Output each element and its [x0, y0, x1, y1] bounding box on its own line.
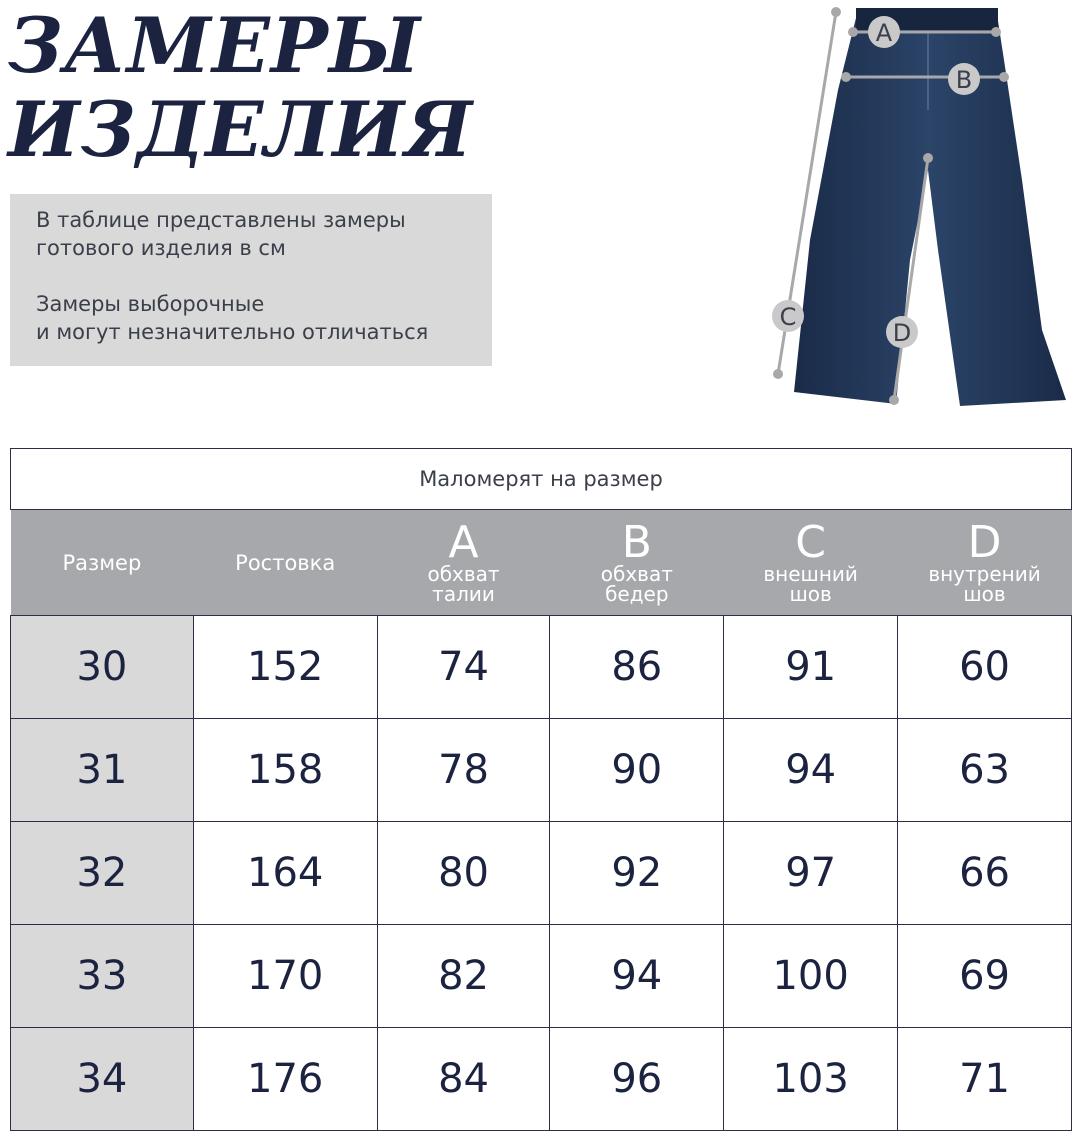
header-a [377, 510, 550, 616]
note-line-2: готового изделия в см [36, 236, 286, 260]
table-row [11, 925, 1072, 1028]
header-height [193, 510, 377, 616]
caption-row [11, 449, 1072, 510]
cell-waist: 82 [377, 925, 550, 1028]
cell-hips: 92 [550, 822, 724, 925]
cell-inseam: 63 [898, 719, 1072, 822]
cell-outseam: 103 [724, 1028, 898, 1131]
marker-a: A [875, 19, 893, 47]
header-size-label: Размер [62, 550, 142, 575]
header-a-label: обхват [427, 561, 500, 586]
note-line-4: и могут незначительно отличаться [36, 320, 429, 344]
cell-outseam: 91 [724, 616, 898, 719]
cell-size: 31 [11, 719, 194, 822]
cell-size: 34 [11, 1028, 194, 1131]
title-line-2: ИЗДЕЛИЯ [8, 85, 474, 174]
jeans-shape [794, 8, 1066, 406]
cell-inseam: 71 [898, 1028, 1072, 1131]
header-a-letter: A [448, 516, 479, 568]
header-c-label2: шов [789, 581, 832, 606]
header-a-label2: талии [432, 581, 495, 606]
cell-height: 164 [193, 822, 377, 925]
header-size [11, 510, 194, 616]
jeans-illustration [760, 0, 1080, 420]
header-row [11, 510, 1072, 616]
table-row [11, 616, 1072, 719]
header-d [898, 510, 1072, 616]
cell-hips: 96 [550, 1028, 724, 1131]
cell-height: 158 [193, 719, 377, 822]
size-table [10, 448, 1072, 1131]
cell-outseam: 100 [724, 925, 898, 1028]
cell-inseam: 60 [898, 616, 1072, 719]
header-d-label: внутрений [928, 561, 1041, 586]
cell-hips: 94 [550, 925, 724, 1028]
header-d-letter: D [967, 516, 1002, 568]
header-b-label: обхват [600, 561, 673, 586]
cell-size: 33 [11, 925, 194, 1028]
cell-outseam: 97 [724, 822, 898, 925]
marker-c: C [779, 303, 797, 331]
header-c-label: внешний [763, 561, 858, 586]
marker-d: D [892, 319, 912, 347]
note-paragraph-2 [36, 290, 428, 346]
marker-b: B [955, 66, 973, 94]
table-row [11, 719, 1072, 822]
header-height-label: Ростовка [235, 550, 336, 575]
header-d-label2: шов [963, 581, 1006, 606]
jeans-svg [760, 0, 1080, 420]
cell-waist: 78 [377, 719, 550, 822]
header-c [724, 510, 898, 616]
table-caption: Маломерят на размер [11, 449, 1072, 510]
cell-height: 170 [193, 925, 377, 1028]
cell-waist: 84 [377, 1028, 550, 1131]
cell-height: 152 [193, 616, 377, 719]
cell-waist: 74 [377, 616, 550, 719]
info-note [10, 194, 492, 366]
note-paragraph-1 [36, 206, 406, 262]
title-line-1: ЗАМЕРЫ [8, 1, 422, 90]
note-line-1: В таблице представлены замеры [36, 208, 406, 232]
table-row [11, 822, 1072, 925]
header-c-letter: C [795, 516, 826, 568]
header-b [550, 510, 724, 616]
table-row [11, 1028, 1072, 1131]
header-b-letter: B [621, 516, 652, 568]
cell-height: 176 [193, 1028, 377, 1131]
cell-outseam: 94 [724, 719, 898, 822]
cell-hips: 90 [550, 719, 724, 822]
cell-inseam: 66 [898, 822, 1072, 925]
cell-size: 30 [11, 616, 194, 719]
cell-hips: 86 [550, 616, 724, 719]
cell-waist: 80 [377, 822, 550, 925]
header-b-label2: бедер [605, 581, 669, 606]
cell-size: 32 [11, 822, 194, 925]
note-line-3: Замеры выборочные [36, 292, 265, 316]
cell-inseam: 69 [898, 925, 1072, 1028]
